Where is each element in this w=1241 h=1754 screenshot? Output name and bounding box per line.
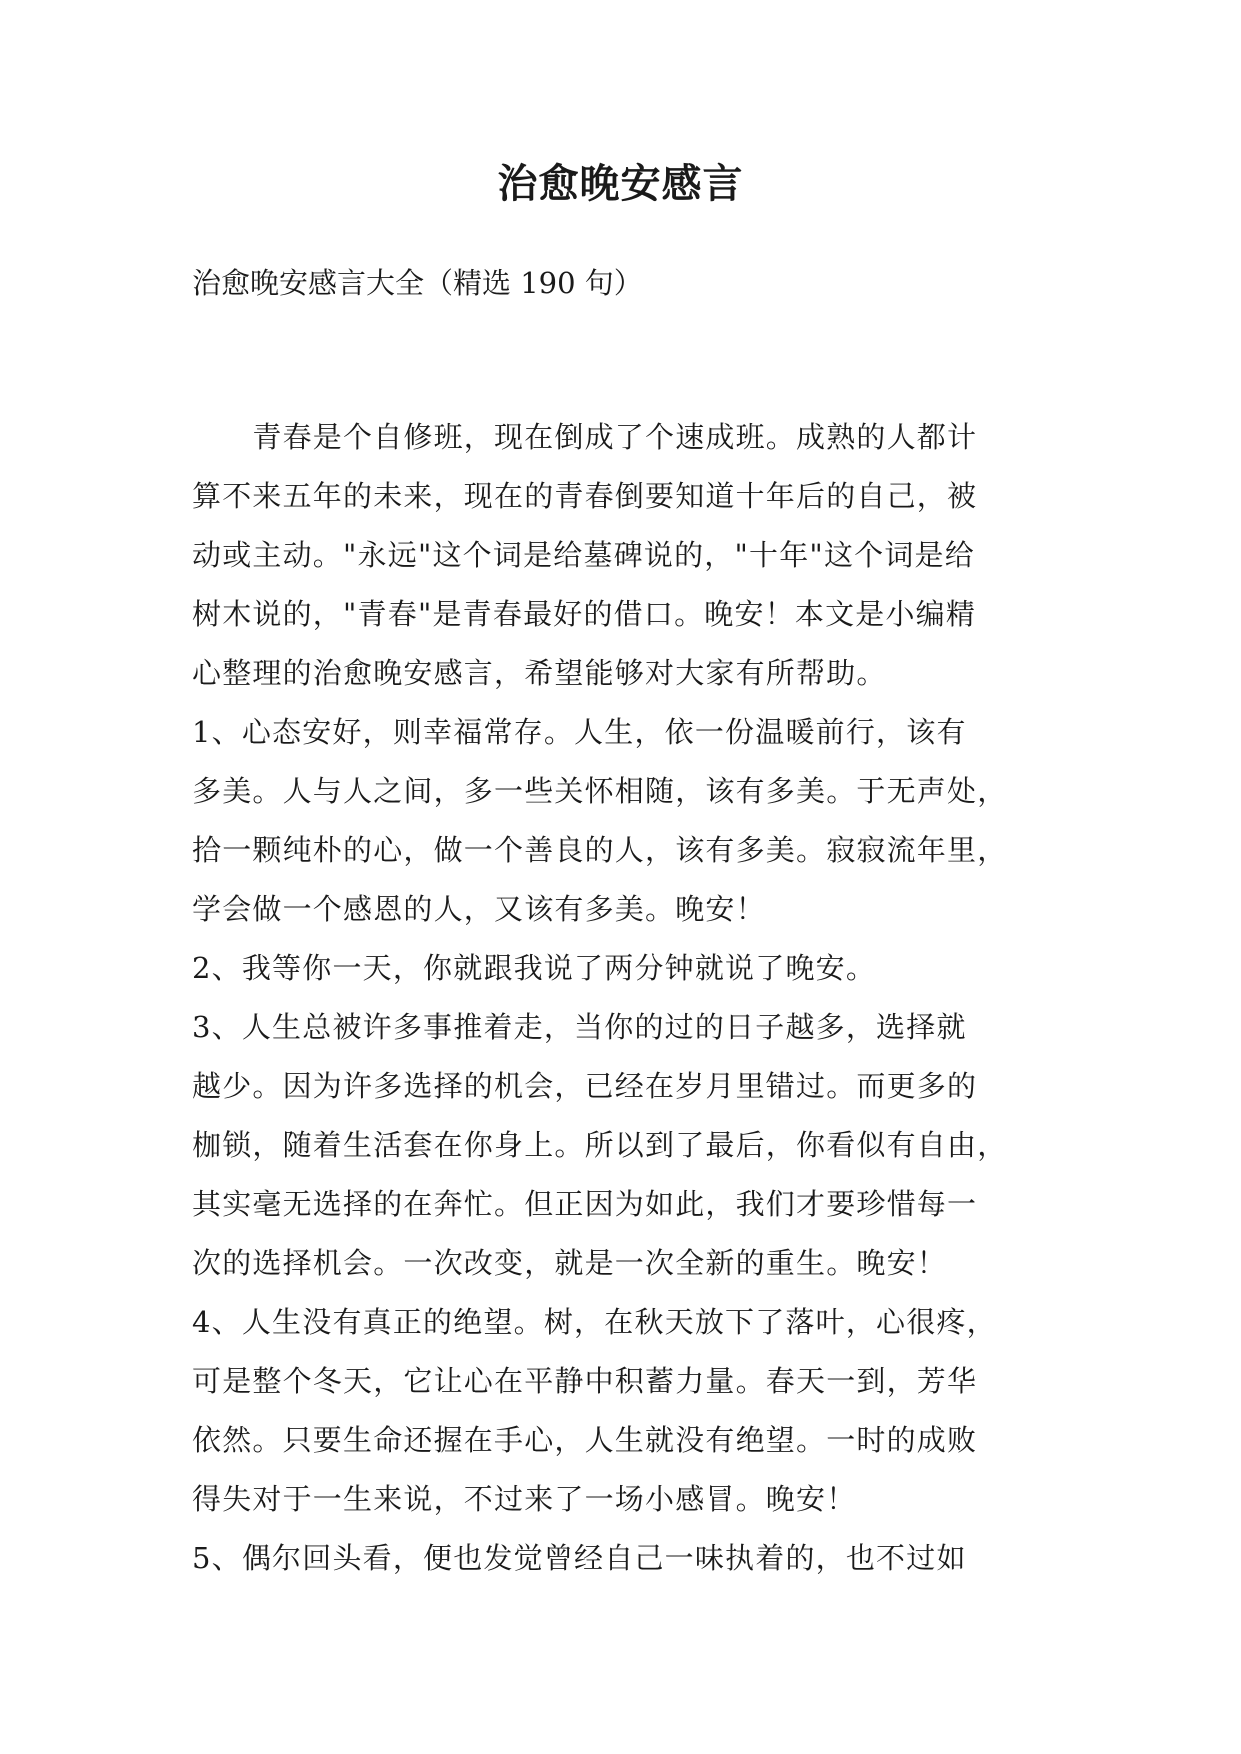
text-line: 得失对于一生来说，不过来了一场小感冒。晚安！	[192, 1482, 857, 1516]
document-subtitle: 治愈晚安感言大全（精选 190 句）	[192, 266, 643, 300]
text-line: 2、我等你一天，你就跟我说了两分钟就说了晚安。	[192, 951, 877, 985]
text-line: 次的选择机会。一次改变，就是一次全新的重生。晚安！	[192, 1246, 948, 1280]
text-line: 依然。只要生命还握在手心，人生就没有绝望。一时的成败	[192, 1423, 978, 1457]
text-line: 学会做一个感恩的人，又该有多美。晚安！	[192, 892, 766, 926]
text-line: 多美。人与人之间，多一些关怀相随，该有多美。于无声处，	[192, 774, 1008, 808]
text-line: 心整理的治愈晚安感言，希望能够对大家有所帮助。	[192, 656, 887, 690]
text-line: 越少。因为许多选择的机会，已经在岁月里错过。而更多的	[192, 1069, 978, 1103]
text-line: 枷锁，随着生活套在你身上。所以到了最后，你看似有自由，	[192, 1128, 1008, 1162]
text-line: 树木说的，"青春"是青春最好的借口。晚安！本文是小编精	[192, 597, 977, 631]
text-line: 拾一颗纯朴的心，做一个善良的人，该有多美。寂寂流年里，	[192, 833, 1008, 867]
document-body	[192, 408, 1052, 1588]
text-line: 1、心态安好，则幸福常存。人生，依一份温暖前行，该有	[192, 715, 967, 749]
text-line: 动或主动。"永远"这个词是给墓碑说的，"十年"这个词是给	[192, 538, 975, 572]
text-line: 算不来五年的未来，现在的青春倒要知道十年后的自己，被	[192, 479, 978, 513]
text-line: 青春是个自修班，现在倒成了个速成班。成熟的人都计	[192, 420, 978, 454]
document-title: 治愈晚安感言	[497, 160, 744, 207]
text-line: 其实毫无选择的在奔忙。但正因为如此，我们才要珍惜每一	[192, 1187, 978, 1221]
text-line: 3、人生总被许多事推着走，当你的过的日子越多，选择就	[192, 1010, 967, 1044]
text-line: 5、偶尔回头看，便也发觉曾经自己一味执着的，也不过如	[192, 1541, 967, 1575]
text-line: 4、人生没有真正的绝望。树，在秋天放下了落叶，心很疼，	[192, 1305, 997, 1339]
text-line: 可是整个冬天，它让心在平静中积蓄力量。春天一到，芳华	[192, 1364, 978, 1398]
